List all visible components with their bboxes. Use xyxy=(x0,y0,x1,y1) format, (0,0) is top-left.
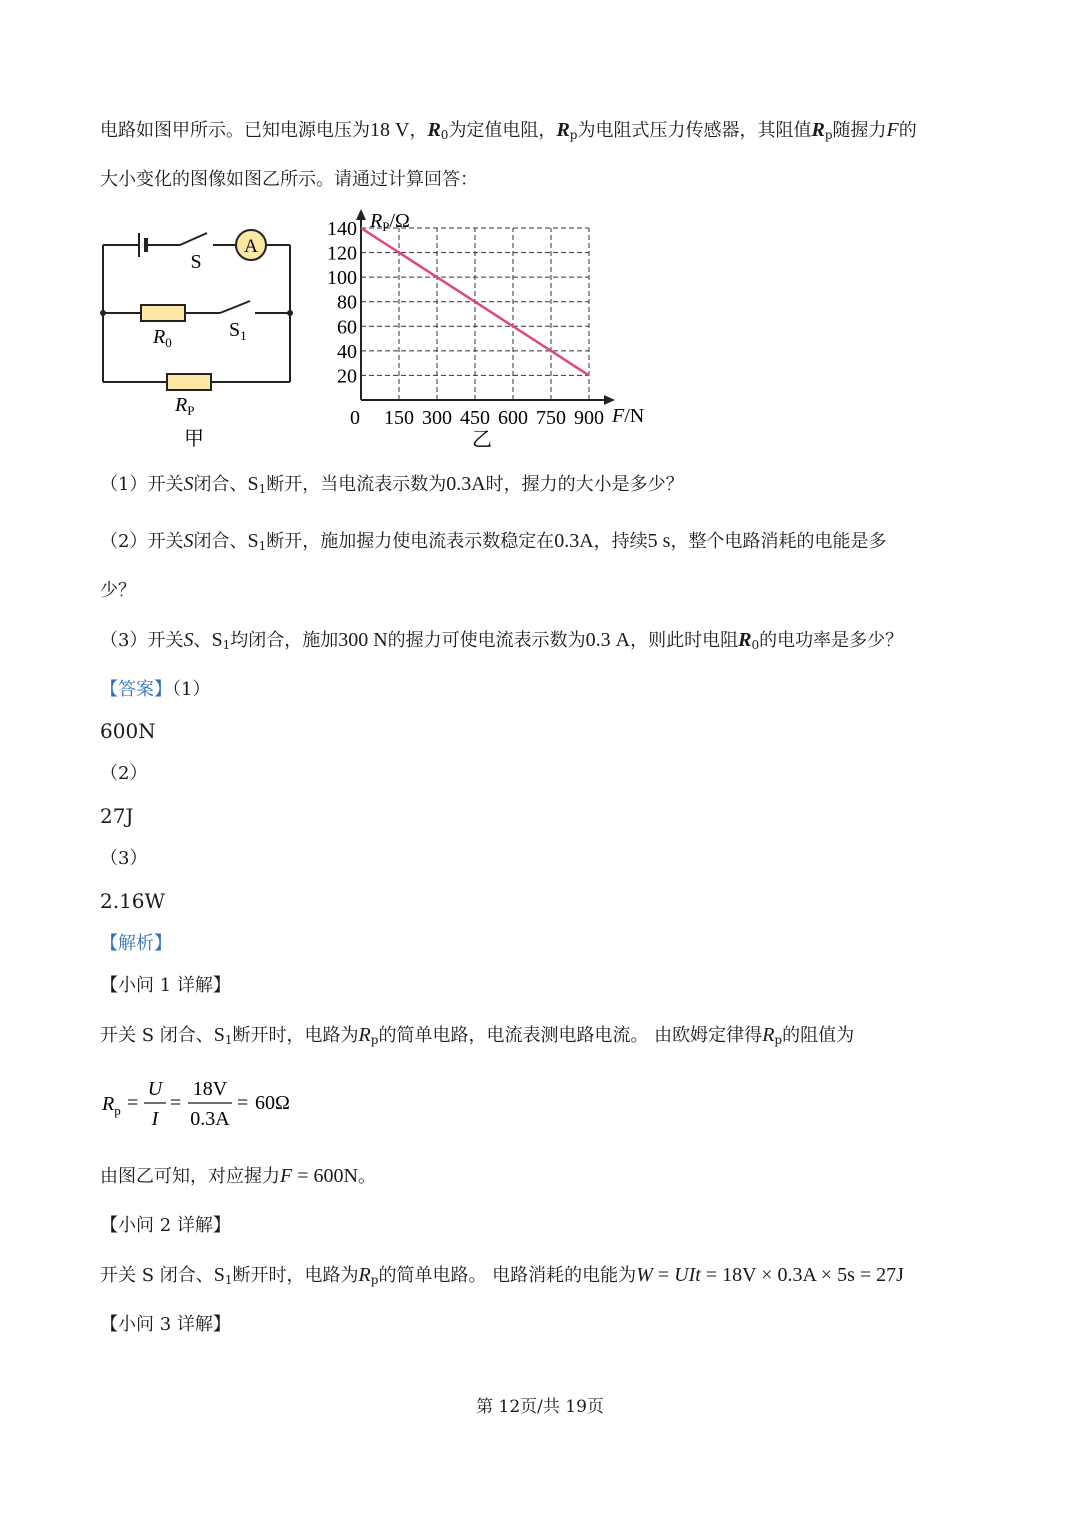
text: 断开时，电路为 xyxy=(232,1025,359,1046)
r0-symbol: R xyxy=(738,629,752,651)
text: （1）开关 xyxy=(100,474,184,495)
uit-symbol: UIt xyxy=(674,1264,701,1286)
analysis-heading-1: 【小问 1 详解】 xyxy=(100,975,231,996)
text: ，持续 xyxy=(593,531,648,552)
x-tick-label: 0 xyxy=(350,407,360,429)
analysis-step-1 xyxy=(100,1022,1000,1053)
switch-s-blade xyxy=(180,233,207,245)
r0-label xyxy=(152,326,172,350)
current-value: 0.3 A xyxy=(585,629,631,651)
x-tick-label: 300 xyxy=(422,407,452,429)
switch-s1-symbol: S xyxy=(247,473,259,495)
resistor-r0 xyxy=(141,305,185,321)
switch-s1-symbol: S xyxy=(213,1024,225,1046)
circuit-caption: 甲 xyxy=(184,426,204,450)
text: 为电阻式压力传感器，其阻值 xyxy=(577,120,812,141)
formula-numerator-voltage: 18V xyxy=(192,1078,228,1100)
answer-part-2-label: （2） xyxy=(100,763,148,784)
formula-lhs-sub: p xyxy=(114,1103,121,1118)
switch-s1-blade xyxy=(220,301,250,313)
figures xyxy=(95,205,675,460)
rp-sub: P xyxy=(187,403,195,418)
text: 的简单电路。 电路消耗的电能为 xyxy=(378,1265,637,1286)
x-tick-label: 450 xyxy=(460,407,490,429)
ammeter-label: A xyxy=(244,236,258,257)
answer-1-value: 600N xyxy=(100,719,156,743)
subscript: p xyxy=(370,1273,379,1287)
y-tick-label: 140 xyxy=(327,218,357,240)
text: 的电功率是多少？ xyxy=(759,630,904,651)
text: 开关 S 闭合、 xyxy=(100,1265,214,1286)
r0-main: R xyxy=(153,326,166,348)
x-axis-label-main: F xyxy=(612,405,625,427)
x-tick-label: 150 xyxy=(384,407,414,429)
y-tick-label: 100 xyxy=(327,267,357,290)
answer-part-3-label: （3） xyxy=(100,848,148,869)
x-tick-label: 900 xyxy=(574,407,604,429)
energy-symbol: W xyxy=(636,1264,653,1286)
intro-line-2: 大小变化的图像如图乙所示。请通过计算回答： xyxy=(100,169,478,190)
s1-label xyxy=(229,319,247,343)
s1-sub: 1 xyxy=(240,328,247,343)
question-2 xyxy=(100,528,1000,559)
y-tick-label: 80 xyxy=(337,291,357,314)
answer-3-value: 2.16W xyxy=(100,889,166,913)
voltage-value: 18 V xyxy=(370,119,410,141)
ohm-law-formula xyxy=(100,1075,360,1135)
rp-symbol: R xyxy=(358,1024,371,1046)
subscript: 1 xyxy=(258,539,267,553)
rp-symbol: R xyxy=(811,119,825,141)
y-tick-label: 60 xyxy=(337,316,357,339)
force-value: = 600N xyxy=(292,1165,358,1187)
switch-s1-symbol: S xyxy=(211,629,223,651)
analysis-step-1b xyxy=(100,1163,1000,1190)
junction-dot xyxy=(100,310,106,316)
r0-symbol: R xyxy=(427,119,441,141)
answer-header xyxy=(100,677,1000,703)
y-axis-label-unit: /Ω xyxy=(389,210,410,232)
rp-symbol: R xyxy=(556,119,570,141)
analysis-step-2 xyxy=(100,1262,1000,1293)
y-axis-label xyxy=(369,210,410,234)
text: 为定值电阻， xyxy=(448,120,557,141)
formula-lhs-main: R xyxy=(102,1093,115,1115)
chart-grid xyxy=(361,228,589,400)
text: 闭合、 xyxy=(193,531,248,552)
switch-s1-symbol: S xyxy=(213,1264,225,1286)
formula-lhs xyxy=(101,1093,121,1118)
subscript: 1 xyxy=(222,638,231,652)
rp-symbol: R xyxy=(762,1024,775,1046)
text: 开关 S 闭合、 xyxy=(100,1025,214,1046)
answer-part-1-label: （1） xyxy=(172,679,211,700)
subscript: 1 xyxy=(258,482,267,496)
time-value: 5 s xyxy=(647,530,671,552)
text: ， xyxy=(409,120,428,141)
y-tick-label: 20 xyxy=(337,365,357,388)
text: ，则此时电阻 xyxy=(630,630,739,651)
text: 的简单电路，电流表测电路电流。 由欧姆定律得 xyxy=(378,1025,763,1046)
rp-label xyxy=(174,394,194,418)
r0-sub: 0 xyxy=(165,335,172,350)
text: 由图乙可知，对应握力 xyxy=(100,1166,280,1187)
x-tick-label: 600 xyxy=(498,407,528,429)
subscript: 0 xyxy=(751,638,760,652)
x-axis-label xyxy=(611,405,644,427)
text: 断开，施加握力使电流表示数稳定在 xyxy=(266,531,555,552)
x-axis-label-unit: /N xyxy=(624,405,645,427)
page-footer: 第 12页/共 19页 xyxy=(476,1397,604,1417)
text: 的握力可使电流表示数为 xyxy=(387,630,586,651)
text: 。 xyxy=(357,1166,376,1187)
text: 的阻值为 xyxy=(782,1025,855,1046)
text: 断开，当电流表示数为 xyxy=(266,474,447,495)
switch-symbol: S xyxy=(183,473,194,495)
text: 时，握力的大小是多少？ xyxy=(485,474,684,495)
answer-tag: 【答案】 xyxy=(100,679,172,700)
y-axis-label-main: R xyxy=(370,210,383,232)
chart-caption: 乙 xyxy=(472,427,492,451)
x-tick-labels xyxy=(350,407,604,429)
formula-equals: = xyxy=(237,1092,249,1114)
formula-numerator-u: U xyxy=(147,1078,163,1100)
question-3 xyxy=(100,627,1000,658)
text: （2）开关 xyxy=(100,531,184,552)
energy-calculation: = 18V × 0.3A × 5s = 27J xyxy=(700,1264,904,1286)
text: （3）开关 xyxy=(100,630,184,651)
text: 电路如图甲所示。已知电源电压为 xyxy=(100,120,370,141)
subscript: 1 xyxy=(224,1033,233,1047)
formula-denominator-current: 0.3A xyxy=(190,1108,230,1130)
text: 闭合、 xyxy=(193,474,248,495)
force-value: 300 N xyxy=(338,629,388,651)
text: ，整个电路消耗的电能是多 xyxy=(670,531,887,552)
analysis-heading-3: 【小问 3 详解】 xyxy=(100,1314,231,1335)
switch-symbol: S xyxy=(183,530,194,552)
rp-symbol: R xyxy=(358,1264,371,1286)
subscript: 1 xyxy=(224,1273,233,1287)
force-symbol: F xyxy=(886,119,899,141)
y-tick-labels xyxy=(327,218,357,387)
subscript: p xyxy=(370,1033,379,1047)
x-axis-arrow xyxy=(604,395,615,405)
formula-result: 60Ω xyxy=(255,1092,290,1114)
subscript: 0 xyxy=(440,128,449,142)
y-axis-label-sub: P xyxy=(382,219,390,234)
text: 的 xyxy=(898,120,917,141)
equals: = xyxy=(652,1264,675,1286)
resistor-rp xyxy=(167,374,211,390)
switch-symbol: S xyxy=(183,629,194,651)
text: 随握力 xyxy=(832,120,887,141)
formula-equals: = xyxy=(127,1092,139,1114)
y-tick-label: 40 xyxy=(337,340,357,363)
intro-line-1 xyxy=(100,117,1000,148)
text: 断开时，电路为 xyxy=(232,1265,359,1286)
switch-s1-symbol: S xyxy=(247,530,259,552)
formula-equals: = xyxy=(170,1092,182,1114)
question-1 xyxy=(100,471,1000,502)
x-tick-label: 750 xyxy=(536,407,566,429)
subscript: p xyxy=(774,1033,783,1047)
analysis-tag: 【解析】 xyxy=(100,933,172,954)
current-value: 0.3A xyxy=(446,473,486,495)
resistance-force-chart xyxy=(327,209,644,451)
force-symbol: F xyxy=(280,1165,293,1187)
y-axis-arrow xyxy=(356,209,366,220)
text: 均闭合，施加 xyxy=(230,630,339,651)
current-value: 0.3A xyxy=(554,530,594,552)
answer-2-value: 27J xyxy=(100,804,134,828)
formula-denominator-i: I xyxy=(151,1108,159,1130)
subscript: p xyxy=(569,128,578,142)
rp-main: R xyxy=(175,394,188,416)
text: 、 xyxy=(193,630,212,651)
y-tick-label: 120 xyxy=(327,242,357,265)
subscript: p xyxy=(824,128,833,142)
s1-main: S xyxy=(229,319,241,341)
analysis-heading-2: 【小问 2 详解】 xyxy=(100,1215,231,1236)
question-2-cont: 少？ xyxy=(100,580,136,601)
junction-dot xyxy=(287,310,293,316)
switch-s-label: S xyxy=(190,251,202,273)
